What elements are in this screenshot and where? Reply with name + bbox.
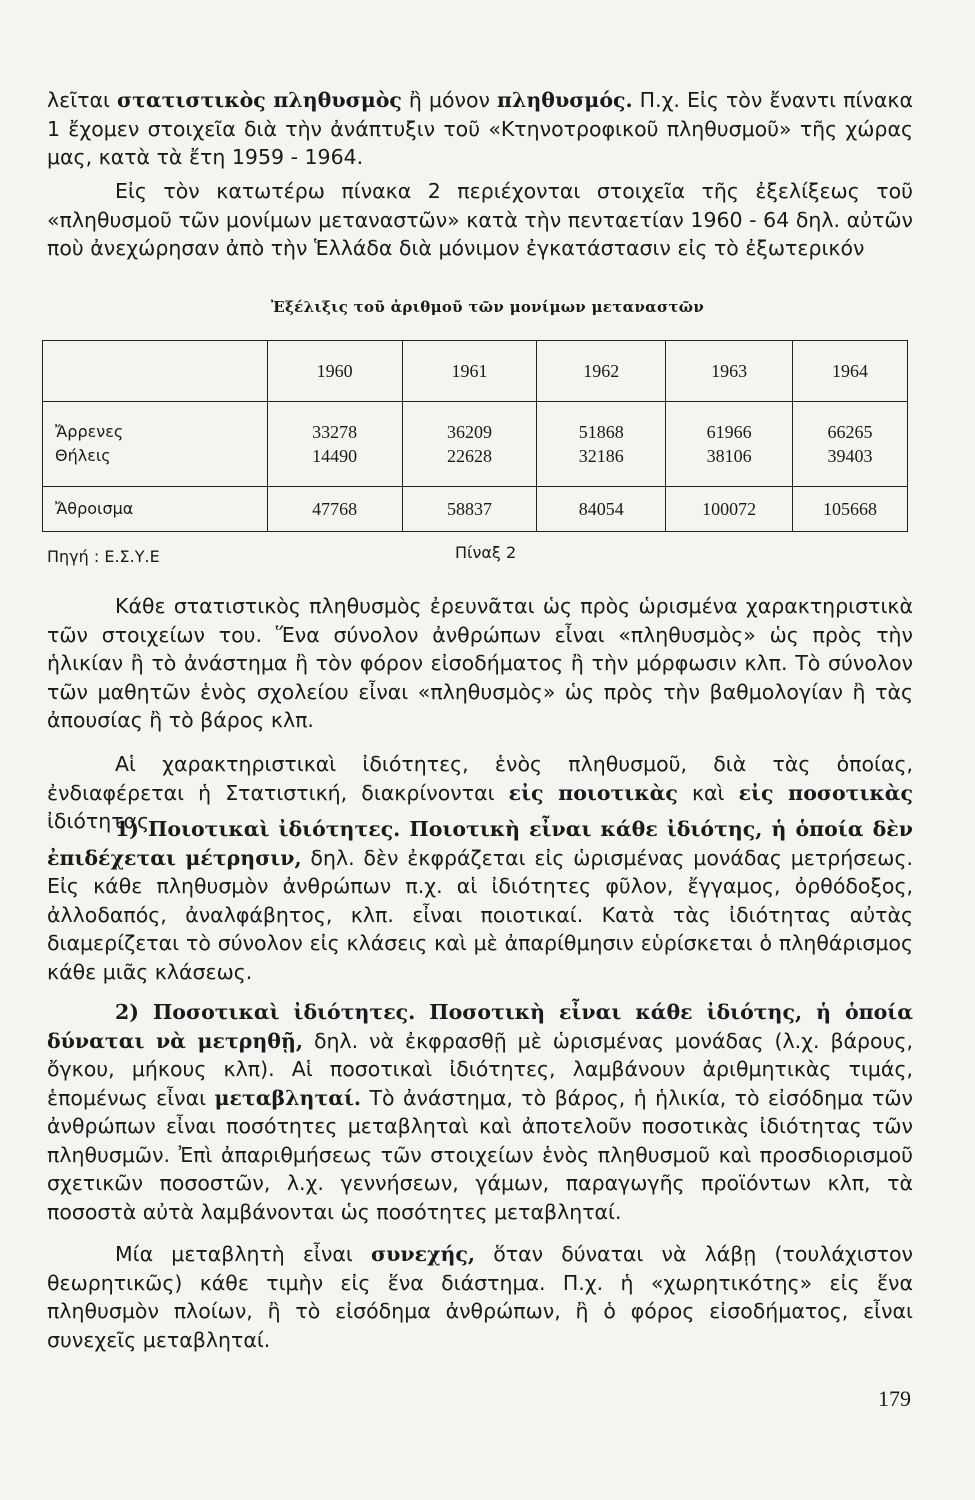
year-header: 1963 [666, 341, 793, 402]
females-value: 22628 [446, 446, 492, 466]
total-value: 47768 [267, 487, 402, 532]
table-cell [267, 402, 402, 487]
bold-term: συνεχής, [371, 1242, 476, 1266]
table-row-total [43, 487, 908, 532]
table-label: Πίναξ 2 [455, 543, 517, 562]
males-value: 36209 [446, 422, 492, 442]
table-cell [537, 402, 666, 487]
paragraph-quantitative [47, 998, 913, 1226]
total-value: 84054 [537, 487, 666, 532]
females-value: 38106 [706, 446, 752, 466]
table-header-row [43, 341, 908, 402]
label-females: Θήλεις [55, 446, 111, 465]
label-males: Ἄρρενες [55, 422, 124, 441]
paragraph-characteristics: Κάθε στατιστικὸς πληθυσμὸς ἐρευνᾶται ὡς πρὸς ὡρισμένα χαρακτηριστικὰ τῶν στοιχείων του. Ἕνα σύνολον ἀνθρώπων εἶναι «πληθυσμὸς» ὡς πρὸς τὴν ἡλικίαν ἢ τὸ ἀνάστημα ἢ τὸν φόρον εἰσοδήματος ἢ τὴν μόρφωσιν κλπ. Τὸ σύνολον τῶν μαθητῶν ἑνὸς σχολείου εἶναι «πληθυσμὸς» ὡς πρὸς τὴν βαθμολογίαν ἢ τὰς ἀπουσίας ἢ τὸ βάρος κλπ. [47, 594, 913, 732]
females-value: 32186 [578, 446, 624, 466]
text-run: δηλ. νὰ ἐκφρασθῇ μὲ ὡρισμένας μονάδας (λ.χ. βάρους, ὄγκου, μήκους κλπ). Αἱ ποσοτικαὶ ἰδιότητες, λαμβάνουν ἀριθμητικὰς τιμάς, ἑπομένως εἶναι [47, 1028, 914, 1110]
bold-term: στατιστικὸς πληθυσμὸς [116, 88, 402, 112]
table-row-males-females [43, 402, 908, 487]
text-run: Μία μεταβλητὴ εἶναι [115, 1242, 372, 1266]
bold-term: εἰς ποσοτικὰς [738, 780, 913, 805]
table-source: Πηγή : Ε.Σ.Υ.Ε [47, 547, 160, 566]
paragraph-migrants: Εἰς τὸν κατωτέρω πίνακα 2 περιέχονται στοιχεῖα τῆς ἐξελίξεως τοῦ «πληθυσμοῦ τῶν μονίμων μεταναστῶν» κατὰ τὴν πενταετίαν 1960 - 64 δηλ. αὐτῶν ποὺ ἀνεχώρησαν ἀπὸ τὴν Ἑλλάδα διὰ μόνιμον ἐγκατάστασιν εἰς τὸ ἐξωτερικόν [47, 179, 913, 260]
text-run: Τὸ ἀνάστημα, τὸ βάρος, ἡ ἡλικία, τὸ εἰσόδημα τῶν ἀνθρώπων εἶναι ποσότητες μεταβληταὶ καὶ ἀποτελοῦν ποσοτικὰς ἰδιότητας τῶν πληθυσμῶν. Ἐπὶ ἀπαριθμήσεως τῶν στοιχείων ἑνὸς πληθυσμοῦ καὶ προσδιορισμοῦ σχετικῶν ποσοστῶν, λ.χ. γεννήσεων, γάμων, παραγωγῆς προϊόντων κλπ, τὰ ποσοστὰ αὐτὰ λαμβάνονται ὡς ποσότητες μεταβληταί. [47, 1085, 913, 1224]
males-value: 61966 [706, 422, 752, 442]
text-run: ὅταν δύναται νὰ λάβῃ (τουλάχιστον θεωρητικῶς) κάθε τιμὴν εἰς ἕνα διάστημα. Π.χ. ἡ «χωρητικότης» εἰς ἕνα πληθυσμὸν πλοίων, ἢ τὸ εἰσόδημα ἀνθρώπων, ἢ ὁ φόρος εἰσοδήματος, εἶναι συνεχεῖς μεταβληταί. [47, 1242, 913, 1352]
females-value: 39403 [827, 446, 873, 466]
bold-heading: 1) Ποιοτικαὶ ἰδιότητες. Ποιοτικὴ εἶναι κάθε ἰδιότης, ἡ ὁποία δὲν ἐπιδέχεται μέτρησιν, [47, 817, 913, 870]
year-header: 1964 [793, 341, 908, 402]
text-run: Αἱ χαρακτηριστικαὶ ἰδιότητες, ἑνὸς πληθυσμοῦ, διὰ τὰς ὁποίας, ἐνδιαφέρεται ἡ Στατιστική, διακρίνονται [47, 752, 913, 805]
year-header: 1961 [402, 341, 537, 402]
table-caption: Ἐξέλιξις τοῦ ἀριθμοῦ τῶν μονίμων μεταναστῶν [270, 298, 705, 316]
text-run: καὶ [677, 780, 739, 805]
males-value: 51868 [578, 422, 624, 442]
year-header: 1960 [267, 341, 402, 402]
table-cell [402, 402, 537, 487]
bold-term: μεταβληταί. [214, 1085, 362, 1110]
table-cell [666, 402, 793, 487]
total-value: 105668 [793, 487, 908, 532]
total-value: 100072 [666, 487, 793, 532]
text-run: Π.χ. Εἰς τὸν ἔναντι πίνακα 1 ἔχομεν στοιχεῖα διὰ τὴν ἀνάπτυξιν τοῦ «Κτηνοτροφικοῦ πληθυσμοῦ» τῆς χώρας μας, κατὰ τὰ ἔτη 1959 - 1964. [47, 88, 913, 169]
bold-heading: 2) Ποσοτικαὶ ἰδιότητες. Ποσοτικὴ εἶναι κάθε ἰδιότης, ἡ ὁποία δύναται νὰ μετρηθῇ, [47, 1000, 913, 1053]
males-value: 66265 [827, 422, 873, 442]
header-empty-cell [43, 341, 268, 402]
table-cell [793, 402, 908, 487]
total-value: 58837 [402, 487, 537, 532]
paragraph-intro [47, 86, 913, 172]
paragraph-continuous [47, 1240, 913, 1354]
text-run: ἰδιότητας. [47, 809, 156, 833]
text-run: λεῖται [47, 88, 117, 112]
migrants-table [42, 340, 908, 532]
paragraph-qualitative [47, 815, 913, 986]
page-number: 179 [878, 1386, 911, 1411]
males-value: 33278 [312, 422, 358, 442]
bold-term: πληθυσμός. [497, 88, 633, 112]
text-run: δηλ. δὲν ἐκφράζεται εἰς ὡρισμένας μονάδας μετρήσεως. Εἰς κάθε πληθυσμὸν ἀνθρώπων π.χ. αἱ ἰδιότητες φῦλον, ἔγγαμος, ὀρθόδοξος, ἀλλοδαπός, ἀναλφάβητος, κλπ. εἶναι ποιοτικαί. Κατὰ τὰς ἰδιότητας αὐτὰς διαμερίζεται τὸ σύνολον εἰς κλάσεις καὶ μὲ ἀπαρίθμησιν εὑρίσκεται ὁ πληθάρισμος κάθε μιᾶς κλάσεως. [47, 845, 913, 984]
label-total: Ἄθροισμα [43, 487, 268, 532]
year-header: 1962 [537, 341, 666, 402]
females-value: 14490 [312, 446, 358, 466]
bold-term: εἰς ποιοτικὰς [508, 780, 678, 805]
row-labels [43, 402, 268, 487]
text-run: ἢ μόνον [401, 88, 498, 112]
